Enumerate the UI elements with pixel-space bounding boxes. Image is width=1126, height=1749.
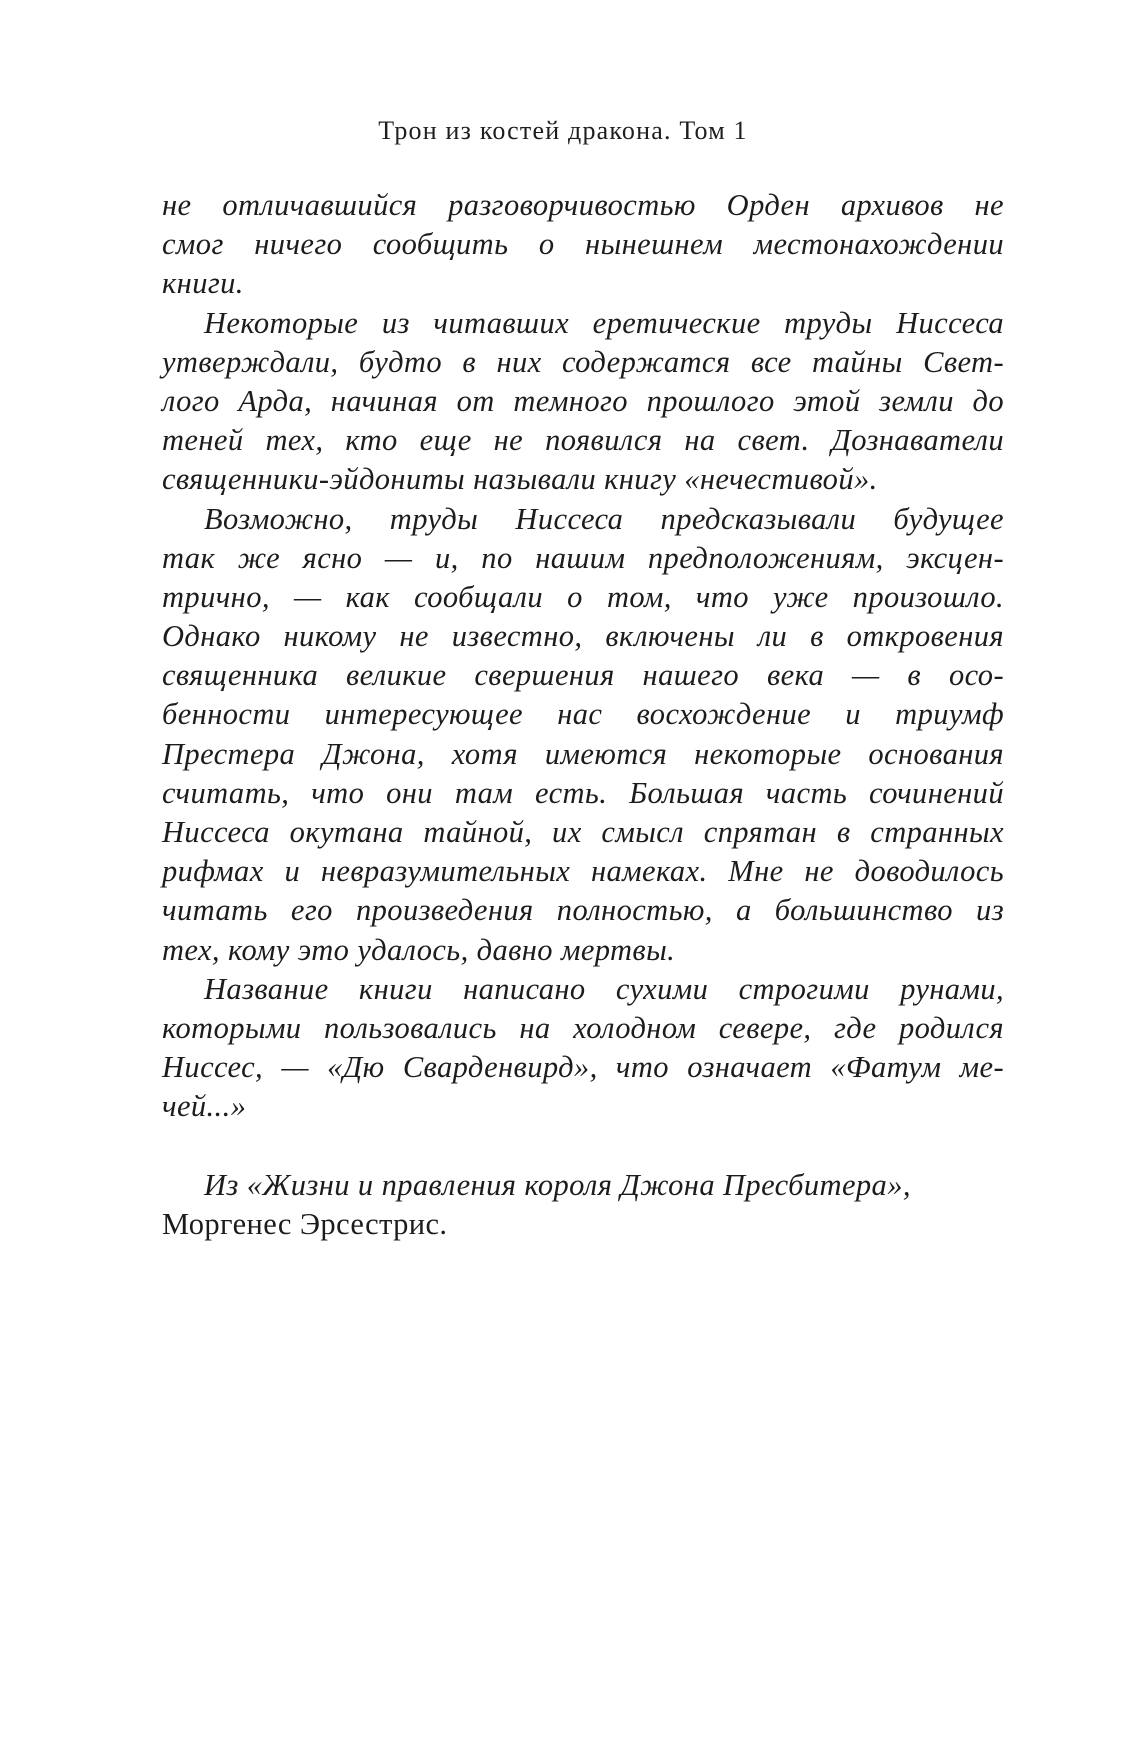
text-line: бенности интересующее нас восхождение и триумф <box>162 697 1004 732</box>
text-line: Ниссеса окутана тайной, их смысл спрятан в странных <box>162 815 1004 849</box>
running-head: Трон из костей дракона. Том 1 <box>378 116 748 145</box>
text-line: так же ясно — и, по нашим предположениям, эксцен- <box>162 540 1004 575</box>
attribution-author: Моргенес Эрсестрис. <box>162 1206 448 1241</box>
text-line: чей...» <box>162 1089 247 1124</box>
body-text <box>162 186 1004 1244</box>
text-line: священника великие свершения нашего века — в осо- <box>162 658 1004 693</box>
text-line: смог ничего сообщить о нынешнем местонахождении <box>162 227 1004 262</box>
text-line: теней тех, кто еще не появился на свет. Дознаватели <box>162 423 1004 458</box>
text-line: рифмах и невразумительных намеках. Мне не доводилось <box>162 854 1004 889</box>
text-line: лого Арда, начиная от темного прошлого этой земли до <box>162 383 1004 418</box>
text-line: которыми пользовались на холодном севере, где родился <box>162 1010 1004 1045</box>
text-line: Название книги написано сухими строгими рунами, <box>204 971 1004 1006</box>
text-line: тех, кому это удалось, давно мертвы. <box>162 932 676 967</box>
text-line: читать его произведения полностью, а большинство из <box>162 893 1004 928</box>
text-line: Некоторые из читавших еретические труды Ниссеса <box>204 305 1004 340</box>
text-line: Престера Джона, хотя имеются некоторые основания <box>162 736 1004 771</box>
text-line: Возможно, труды Ниссеса предсказывали будущее <box>204 501 1004 536</box>
text-line: трично, — как сообщали о том, что уже произошло. <box>162 579 1004 614</box>
text-line: не отличавшийся разговорчивостью Орден архивов не <box>162 188 1004 222</box>
text-line: Ниссес, — «Дю Сварденвирд», что означает «Фатум ме- <box>162 1050 1004 1085</box>
paragraph-gap <box>162 1127 1004 1166</box>
attribution-source: Из «Жизни и правления короля Джона Пресбитера», <box>204 1167 911 1202</box>
text-line: книги. <box>162 266 244 301</box>
text-line: утверждали, будто в них содержатся все тайны Свет- <box>162 344 1004 379</box>
text-line: считать, что они там есть. Большая часть сочинений <box>162 775 1004 810</box>
text-line: священники-эйдониты называли книгу «нечестивой». <box>162 462 878 497</box>
text-line: Однако никому не известно, включены ли в откровения <box>162 619 1004 654</box>
